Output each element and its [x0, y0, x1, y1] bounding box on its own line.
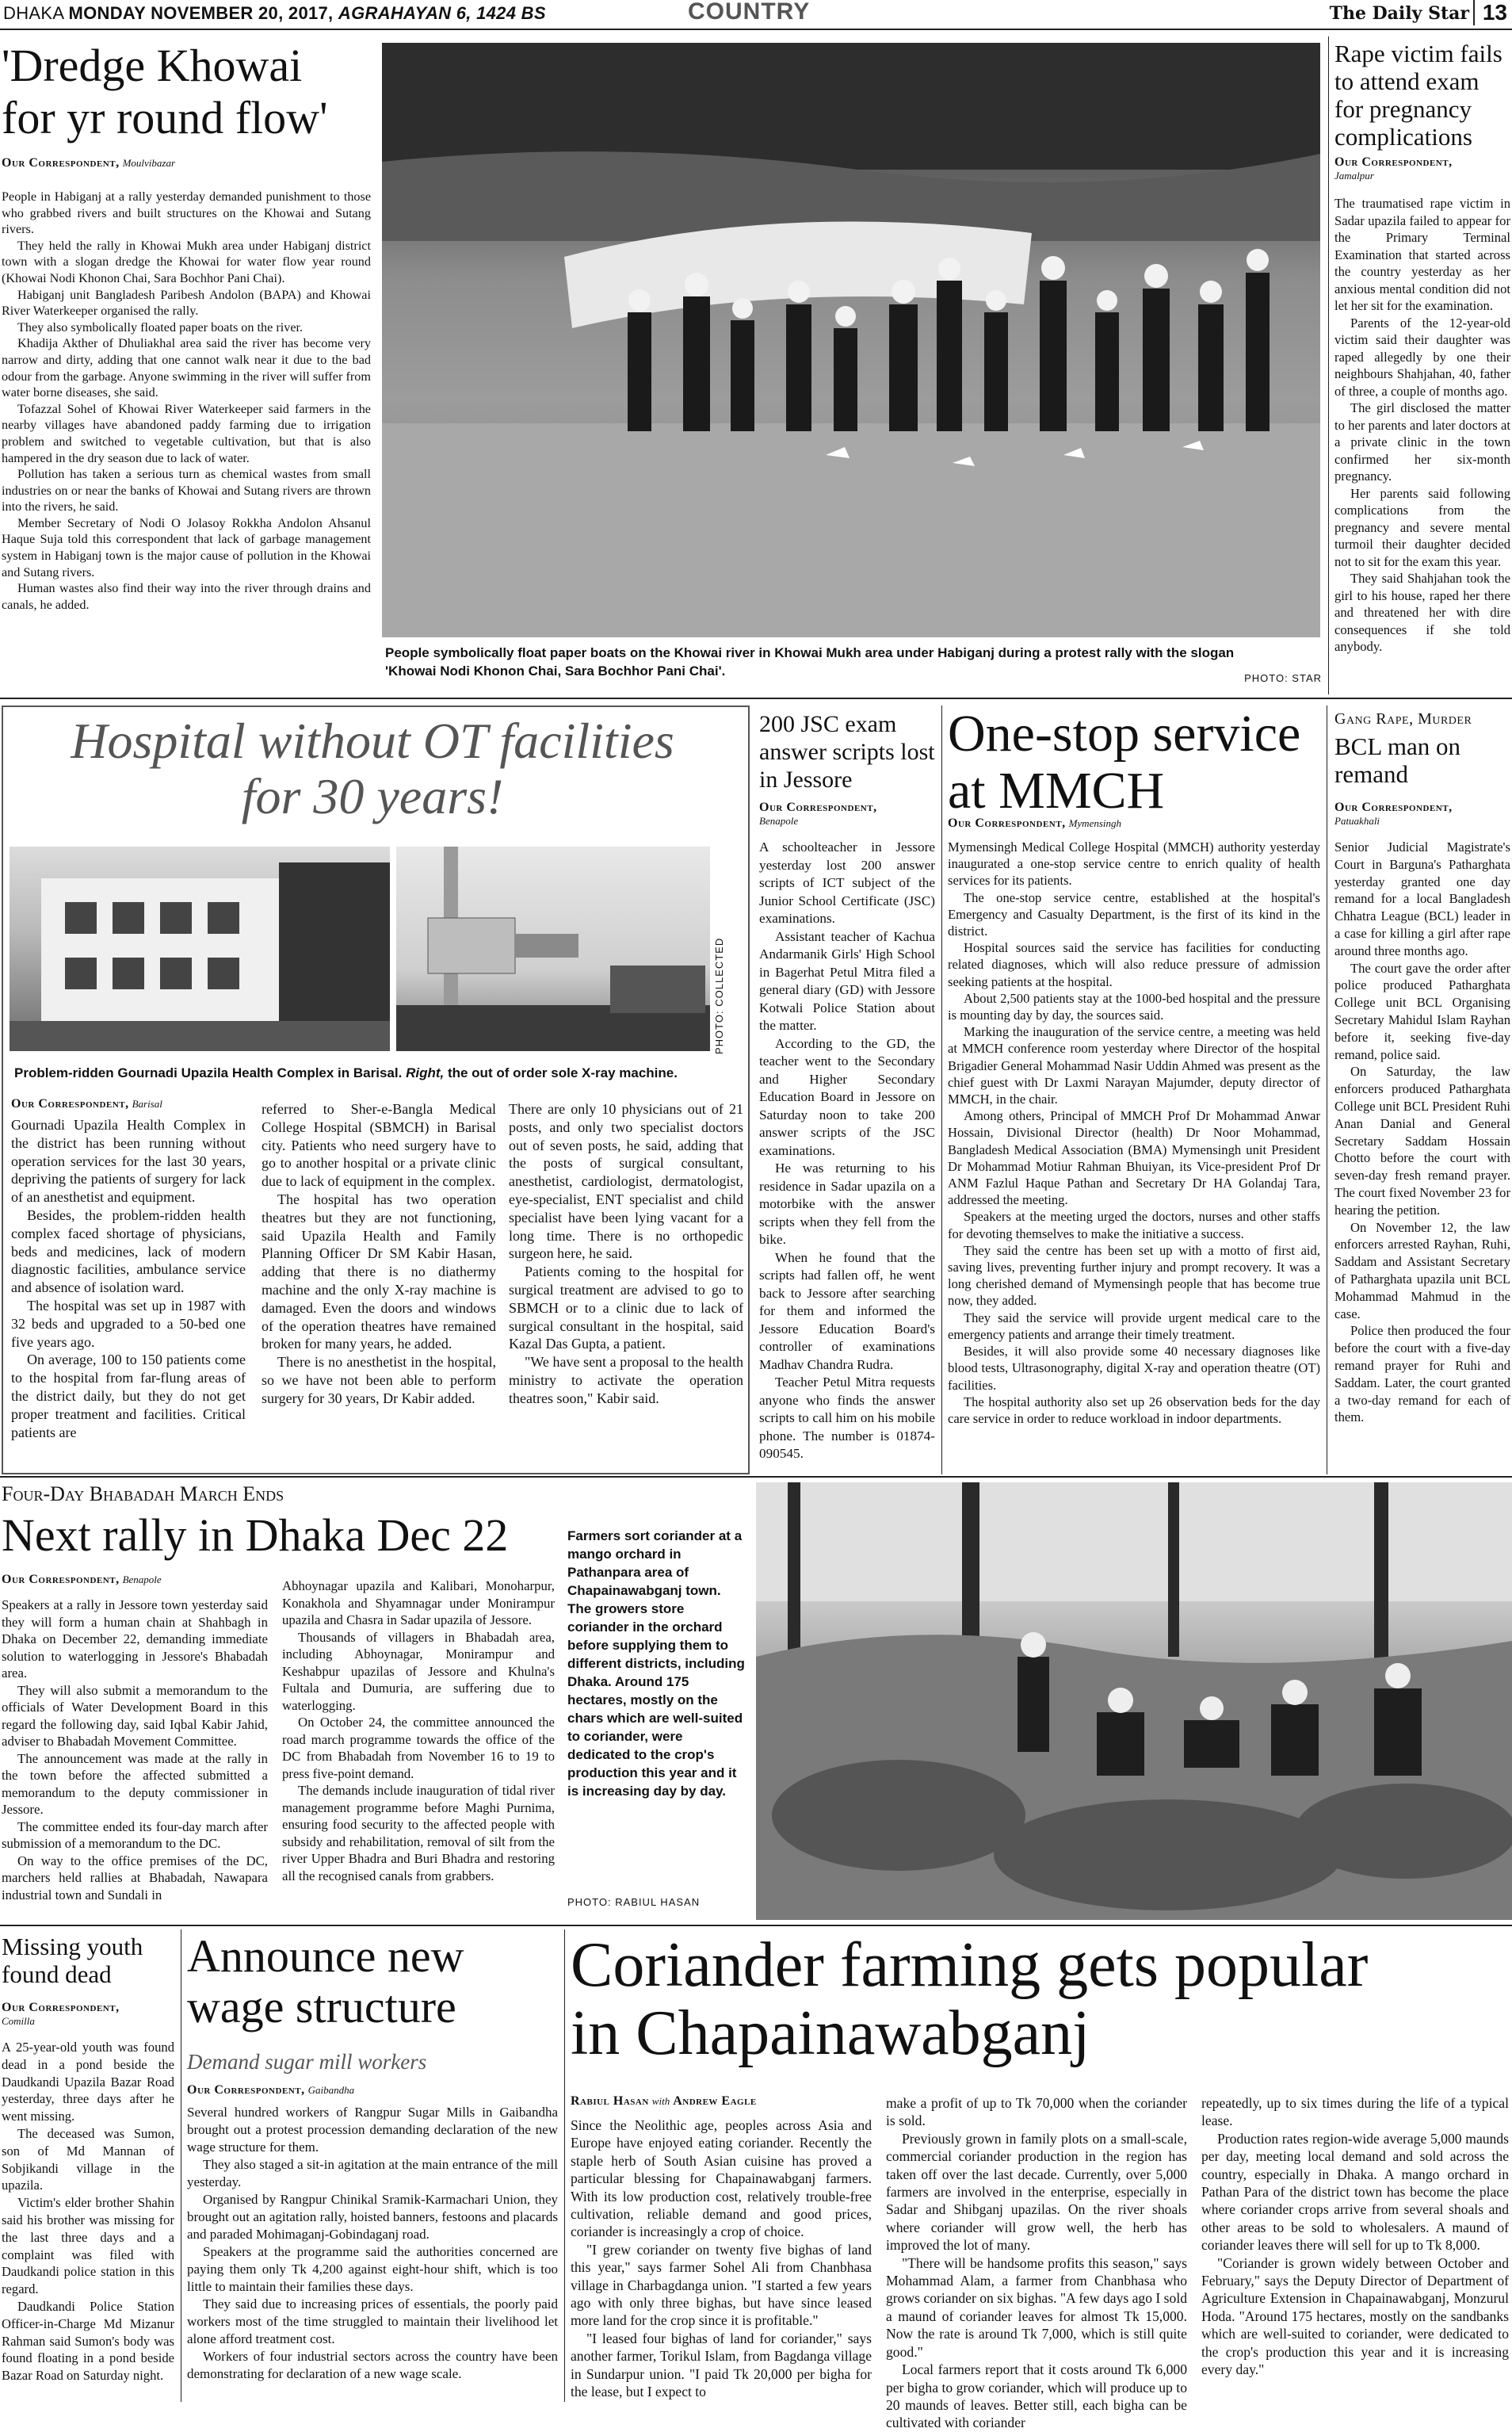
paragraph: On way to the office premises of the DC, marchers held rallies at Bhabadah, Nawapara industrial town and Sundali in [2, 1853, 268, 1902]
paragraph: Habiganj unit Bangladesh Paribesh Andolon (BAPA) and Khowai River Waterkeeper organised the rally. [2, 287, 371, 319]
rally-kicker [2, 1482, 556, 1511]
paragraph: Daudkandi Police Station Officer-in-Charge Md Mizanur Rahman said Sumon's body was found floating in a pond beside Bazar Road on Saturday night. [2, 2298, 174, 2384]
location: Comilla [2, 2015, 35, 2027]
khowai-photo-credit: PHOTO: STAR [1244, 672, 1322, 684]
hospital-headline [8, 713, 737, 832]
headline-line: 'Dredge Khowai [2, 40, 303, 91]
paragraph: Gournadi Upazila Health Complex in the district has been running without operation services for the last 30 years, depriving the patients of surgery for lack of an anesthetist and equipment. [11, 1117, 246, 1206]
paragraph: Several hundred workers of Rangpur Sugar Mills in Gaibandha brought out a protest procession demanding declaration of the new wage structure for them. [187, 2105, 558, 2155]
paragraph: Speakers at a rally in Jessore town yesterday said they will form a human chain at Shahbagh in Dhaka on December 22, demanding immediate solution to waterlogging in Jessore's Bhabadah area. [2, 1597, 268, 1681]
bcl-kicker [1334, 710, 1510, 734]
coriander-photo-credit: PHOTO: RABIUL HASAN [567, 1896, 701, 1908]
location: Mymensingh [1068, 817, 1122, 829]
coriander-headline [571, 1931, 1512, 2082]
paragraph: "Coriander is grown widely between October and February," says the Deputy Director of Department of Agriculture Extension in Chapainawabganj, Monzurul Hoda. "Around 175 hectares, mostly on the sandbanks which are well-suited to coriander, were dedicated to the crop's production this year and it is increasing every day." [1201, 2254, 1509, 2378]
paragraph: There is no anesthetist in the hospital, so we have not been able to perform surgery for 30 years, Dr Kabir added. [262, 1354, 496, 1406]
location: Benapole [122, 1574, 162, 1585]
dateline [3, 3, 546, 24]
column-rule [564, 1929, 565, 2402]
city: DHAKA [3, 3, 64, 23]
byline: Our Correspondent, [759, 801, 877, 814]
page-header [0, 0, 1512, 30]
byline-with: with [651, 2095, 670, 2107]
paragraph: The hospital authority also set up 26 observation beds for the day care service in order to reduce workload in indoor departments. [948, 1394, 1320, 1426]
location: Gaibandha [307, 2084, 355, 2096]
headline-line: for 30 years! [241, 768, 504, 824]
headline-line: Announce new [187, 1930, 464, 1982]
paragraph: Besides, it will also provide some 40 necessary diagnoses like blood tests, Ultrasonography, digital X-ray and operation theatre (OT) facilities. [948, 1344, 1320, 1393]
paragraph: Pollution has taken a serious turn as chemical wastes from small industries on or near the banks of Khowai and Sutang rivers are thrown into the rivers, he said. [2, 467, 371, 514]
paragraph: There are only 10 physicians out of 21 posts, and only two specialist doctors out of seven posts, he said, adding that the posts of surgical consultant, anesthetist, cardiologist, dermatologist, eye-specialist, ENT specialist and child specialist have been lying vacant for a long time. There is no orthopedic surgeon here, he said. [509, 1101, 743, 1262]
headline-line: wage structure [187, 1981, 456, 2032]
kicker: Four-Day Bhabadah March Ends [2, 1482, 284, 1505]
khowai-byline [2, 156, 374, 174]
paragraph: The hospital was set up in 1987 with 32 beds and upgraded to a 50-bed one five years ago. [11, 1297, 246, 1350]
kicker: Gang Rape, Murder [1334, 710, 1472, 728]
rally-illustration [382, 43, 1320, 637]
hospital-col-1 [11, 1116, 246, 1470]
headline-line: Hospital without OT facilities [71, 713, 674, 769]
hospital-building-photo [10, 847, 390, 1051]
paragraph: They held the rally in Khowai Mukh area under Habiganj district town with a slogan dredge the Khowai for water flow year round (Khowai Nodi Khonon Chai, Sara Bochhor Pani Chai). [2, 238, 371, 285]
headline-line: One-stop service [948, 705, 1301, 763]
paragraph: The deceased was Sumon, son of Md Mannan of Sobjikandi village in the upazila. [2, 2125, 174, 2193]
paragraph: referred to Sher-e-Bangla Medical College Hospital (SBMCH) in Barisal city. Patients who need surgery have to go to another hospital or a private clinic due to lack of equipment in the complex. [262, 1101, 496, 1190]
page-number: 13 [1473, 0, 1507, 25]
wage-subhead: Demand sugar mill workers [187, 2050, 427, 2074]
location: Moulvibazar [122, 157, 176, 169]
horizontal-rule [0, 698, 1512, 699]
coriander-byline [571, 2094, 872, 2112]
jsc-headline [759, 710, 935, 797]
column-rule [1328, 36, 1329, 694]
paragraph: Previously grown in family plots on a small-scale, commercial coriander production in the region has taken off over the last decade. Currently, over 5,000 farmers are involved in the enterprise, especially in Sadar and Shibganj upazilas. On the river shoals where coriander will grow well, the herb has improved the lot of many. [886, 2130, 1187, 2254]
paragraph: The girl disclosed the matter to her parents and later doctors at a private clinic in the town confirmed her six-month pregnancy. [1334, 400, 1510, 484]
paragraph: make a profit of up to Tk 70,000 when the coriander is sold. [886, 2095, 1187, 2129]
khowai-caption: People symbolically float paper boats on the Khowai river in Khowai Mukh area under Habiganj during a protest rally with the slogan 'Khowai Nodi Khonon Chai, Sara Bochhor Pani Chai'. [385, 645, 1235, 679]
paragraph: Assistant teacher of Kachua Andarmanik Girls' High School in Bagerhat Petul Mitra filed a general diary (GD) with Jessore Kotwali Police Station about the matter. [759, 928, 935, 1033]
caption-tail: the out of order sole X-ray machine. [447, 1065, 678, 1080]
headline-line: at MMCH [948, 762, 1165, 820]
missing-body [2, 2039, 174, 2402]
headline: 200 JSC exam answer scripts lost in Jessore [759, 711, 935, 793]
paragraph: On October 24, the committee announced the road march programme towards the office of the DC from Bhabadah from November 16 to 19 to press five-point demand. [282, 1715, 555, 1781]
byline: Our Correspondent, [187, 2083, 305, 2097]
rape-byline [1334, 155, 1510, 187]
hospital-byline [11, 1097, 249, 1115]
hospital-caption [14, 1064, 735, 1083]
coriander-col-3 [1201, 2094, 1509, 2402]
caption-main: Problem-ridden Gournadi Upazila Health Complex in Barisal. [14, 1065, 403, 1080]
paragraph: The traumatised rape victim in Sadar upazila failed to appear for the Primary Terminal Examination that started across the country yesterday as her anxious mental condition did not let her sit for the examination. [1334, 196, 1510, 313]
section-name: COUNTRY [680, 0, 818, 25]
paragraph: "I grew coriander on twenty five bighas of land this year," says farmer Sohel Ali from Chanbhasa village in Charbagdanga union. "I started a few years ago with only three bighas, but have since leased more land for the crop since it is profitable." [571, 2241, 872, 2329]
byline: Our Correspondent, [1334, 801, 1453, 814]
xray-illustration [396, 847, 710, 1051]
wage-byline [187, 2083, 559, 2101]
rally-col-2 [282, 1577, 555, 1922]
byline-author: Rabiul Hasan [571, 2094, 649, 2108]
rally-col-1 [2, 1596, 268, 1922]
paragraph: The demands include inauguration of tidal river management programme before Maghi Purnima, ensuring food security to the affected people with subsidy and rehabilitation, removal of silt from the river Upper Bhadra and Buri Bhadra and restoring all the recognised canals from grabbers. [282, 1783, 555, 1883]
paragraph: "We have sent a proposal to the health ministry to activate the operation theatres soon," Kabir said. [509, 1354, 743, 1406]
khowai-headline [2, 40, 374, 166]
mmch-headline [948, 705, 1328, 820]
paragraph: They said the centre has been set up with a motto of first aid, saving lives, preventing further injury and prompt recovery. It was a long cherished demand of Mymensingh people that has become true now, they added. [948, 1242, 1320, 1309]
hospital-photo-credit: PHOTO: COLLECTED [713, 937, 725, 1054]
coriander-col-2 [886, 2094, 1188, 2431]
paragraph: He was returning to his residence in Sadar upazila on a motorbike with the answer scripts when they fell from the bike. [759, 1161, 935, 1247]
paragraph: They said Shahjahan took the girl to his house, raped her there and threatened her with dire consequences if she told anybody. [1334, 571, 1510, 654]
paragraph: Organised by Rangpur Chinikal Sramik-Karmachari Union, they brought out an agitation rally, hoisted banners, festoons and placards and paraded Mohimaganj-Gobindaganj road. [187, 2192, 558, 2242]
mmch-byline [948, 816, 1328, 834]
paragraph: The court gave the order after police produced Patharghata College unit BCL Organising Secretary Mahidul Islam Rayhan before it, seeking five-day remand, police said. [1334, 960, 1510, 1062]
paragraph: "I leased four bighas of land for coriander," says another farmer, Torikul Islam, from Bagdanga village in Sundarpur union. "I paid Tk 20,000 per bigha for the lease, but I expect to [571, 2330, 872, 2400]
paragraph: Parents of the 12-year-old victim said their daughter was raped allegedly by one their neighbours Shahjahan, 40, father of three, a couple of months ago. [1334, 315, 1510, 399]
paragraph: The hospital has two operation theatres but they are not functioning, said Upazila Health and Family Planning Officer Dr SM Kabir Hasan, adding that there is no diathermy machine and the only X-ray machine is damaged. Even the doors and windows of the operation theatres have remained broken for many years, he added. [262, 1191, 496, 1352]
paragraph: Since the Neolithic age, peoples across Asia and Europe have enjoyed eating coriander. Recently the staple herb of South Asian cuisine has proved a particular blessing for Chapainawabganj farmers. With its low production cost, relatively trouble-free cultivation, reliable demand and good prices, coriander is increasingly a crop of choice. [571, 2117, 872, 2240]
paragraph: "There will be handsome profits this season," says Mohammad Alam, a farmer from Chanbhasa who grows coriander on six bighas. "A few days ago I sold a maund of coriander leaves for almost Tk 15,000. Now the rate is around Tk 7,000, which is still quite good." [886, 2254, 1188, 2360]
location: Patuakhali [1334, 815, 1380, 827]
paragraph: Teacher Petul Mitra requests anyone who finds the answer scripts to call him on his mobile phone. The number is 01874-090545. [759, 1375, 935, 1461]
location: Barisal [132, 1098, 162, 1110]
paragraph: Her parents said following complications from the pregnancy and severe mental turmoil their daughter decided not to sit for the exam this year. [1334, 485, 1510, 569]
location: Benapole [759, 815, 799, 827]
jsc-body [759, 839, 935, 1473]
rally-byline [2, 1573, 271, 1590]
paragraph: Tofazzal Sohel of Khowai River Waterkeeper said farmers in the nearby villages have abandoned paddy farming due to irrigation problem and switched to vegetable cultivation, but that is also hampered in the dry season due to lack of water. [2, 401, 371, 465]
mmch-body [948, 839, 1320, 1473]
horizontal-rule [0, 1476, 1512, 1478]
paragraph: The announcement was made at the rally in the town before the affected submitted a memorandum to the deputy commissioner in Jessore. [2, 1750, 268, 1817]
byline-author: Andrew Eagle [673, 2094, 757, 2108]
paragraph: People in Habiganj at a rally yesterday demanded punishment to those who grabbed rivers and built structures on the Khowai and Sutang rivers. [2, 189, 371, 237]
byline: Our Correspondent, [2, 156, 120, 170]
paragraph: They said due to increasing prices of essentials, the poorly paid workers most of the time struggled to maintain their livelihood let alone afford treatment cost. [187, 2296, 558, 2346]
paragraph: On November 12, the law enforcers arrested Rayhan, Ruhi, Saddam and Assistant Secretary of Patharghata upazila unit BCL Mohammad Mahmud in the case. [1334, 1219, 1510, 1321]
paragraph: Production rates region-wide average 5,000 maunds per day, meeting local demand and sold across the country, especially in Dhaka. A mango orchard in Pathan Para of the district town has become the place where coriander crops arrive from several shoals and other areas to be sold to wholesalers. A maund of coriander leaves there will sell for up to Tk 8,000. [1201, 2130, 1509, 2254]
masthead-logo: The Daily Star [1329, 3, 1469, 24]
coriander-photo-caption: Farmers sort coriander at a mango orchard in Pathanpara area of Chapainawabganj town. The growers store coriander in the orchard before supplying them to different districts, including Dhaka. Around 175 hectares, mostly on the chars which are well-suited to coriander, were dedicated to the crop's production this year and it is increasing day by day. [567, 1528, 745, 1799]
paragraph: When he found that the scripts had fallen off, he went back to Jessore after searching for them and informed the Jessore Education Board's controller of examinations Madhav Chandra Rudra. [759, 1249, 935, 1372]
paragraph: Marking the inauguration of the service centre, a meeting was held at MMCH conference room yesterday where Director of the hospital Brigadier General Mohammad Nasir Uddin Ahmed was present as the chief guest with Dr Laxmi Narayan Majumder, deputy director of MMCH, in the chair. [948, 1024, 1320, 1107]
byline: Our Correspondent, [948, 816, 1066, 830]
paragraph: Khadija Akther of Dhuliakhal area said the river has become very narrow and dirty, adding that one cannot walk near it due to the bad odour from the garbage. Anyone swimming in the river will suffer from water borne diseases, she said. [2, 336, 371, 400]
paragraph: A 25-year-old youth was found dead in a pond beside the Daudkandi Upazila Bazar Road yesterday, three days after he went missing. [2, 2040, 174, 2124]
horizontal-rule [0, 1925, 1512, 1926]
coriander-illustration [756, 1482, 1512, 1920]
bcl-byline [1334, 801, 1510, 832]
paragraph: Among others, Principal of MMCH Prof Dr Mohammad Anwar Hossain, Divisional Director (health) Dr Noor Mohammad, Bangladesh Medical Association (BMA) Mymensingh unit President Dr Mohammad Motiur Rahman Bhuiyan, its Vice-president Prof Dr ANM Fazlul Haque Pathan and Secretary Dr HA Golandaj Tara, addressed the meeting. [948, 1108, 1320, 1208]
paragraph: They will also submit a memorandum to the officials of Water Development Board in this regard the following day, said Iqbal Kabir Jahid, adviser to Bhabadah Movement Committee. [2, 1682, 268, 1749]
coriander-col-1 [571, 2117, 872, 2402]
paragraph: They also staged a sit-in agitation at the main entrance of the mill yesterday. [187, 2157, 558, 2189]
location: Jamalpur [1334, 170, 1374, 182]
building-illustration [10, 847, 390, 1051]
headline-line: Coriander farming gets popular [571, 1930, 1369, 2000]
missing-headline [2, 1933, 176, 1999]
headline: Next rally in Dhaka Dec 22 [2, 1509, 509, 1561]
wage-body [187, 2104, 558, 2402]
caption-right: Right, [406, 1065, 445, 1080]
date: MONDAY NOVEMBER 20, 2017, [68, 3, 334, 23]
hospital-col-3 [509, 1100, 743, 1470]
paragraph: repeatedly, up to six times during the life of a typical lease. [1201, 2095, 1509, 2129]
paragraph: On average, 100 to 150 patients come to the hospital from far-flung areas of the district daily, but they do not get proper treatment and facilities. Critical patients are [11, 1352, 246, 1440]
paragraph: A schoolteacher in Jessore yesterday lost 200 answer scripts of ICT subject of the Junior School Certificate (JSC) examinations. [759, 839, 935, 926]
paragraph: They said the service will provide urgent medical care to the emergency patients and arrange their timely treatment. [948, 1310, 1320, 1342]
xray-machine-photo [396, 847, 710, 1051]
jsc-byline [759, 801, 935, 832]
rape-body [1334, 195, 1510, 690]
paragraph: Police then produced the four before the court with a five-day remand prayer for Ruhi and Saddam. Later, the court granted a two-day remand for each of them. [1334, 1323, 1510, 1425]
headline-line: in Chapainawabganj [571, 1998, 1090, 2068]
bangla-date: AGRAHAYAN 6, 1424 BS [338, 3, 546, 23]
paragraph: Besides, the problem-ridden health complex faced shortage of physicians, beds and medicines, lack of modern diagnostic facilities, ambulance service and absence of isolation ward. [11, 1206, 246, 1296]
paragraph: Human wastes also find their way into the river through drains and canals, he added. [2, 581, 371, 612]
hospital-col-2 [262, 1100, 496, 1470]
bcl-body [1334, 839, 1510, 1473]
paragraph: Victim's elder brother Shahin said his brother was missing for the last three days and a complaint was filed with Daudkandi police station in this regard. [2, 2195, 174, 2297]
headline: Rape victim fails to attend exam for pregnancy complications [1334, 40, 1502, 151]
byline: Our Correspondent, [1334, 155, 1453, 169]
missing-byline [2, 2001, 176, 2032]
paragraph: Workers of four industrial sectors across the country have been demonstrating for declaration of a new wage scale. [187, 2349, 558, 2381]
byline: Our Correspondent, [11, 1097, 129, 1111]
paragraph: About 2,500 patients stay at the 1000-bed hospital and the pressure is mounting day by day, the sources said. [948, 990, 1320, 1023]
khowai-photo [382, 43, 1320, 637]
coriander-photo [756, 1482, 1512, 1920]
paragraph: Patients coming to the hospital for surgical treatment are advised to go to SBMCH or to a clinic due to lack of surgical consultant in the hospital, said Kazal Das Gupta, a patient. [509, 1264, 743, 1352]
paragraph: Speakers at the meeting urged the doctors, nurses and other staffs for devoting themselves to make the initiative a success. [948, 1209, 1320, 1241]
headline-line: for yr round flow' [2, 92, 328, 143]
paragraph: On Saturday, the law enforcers produced Patharghata College unit BCL President Ruhi Anan Danial and General Secretary Saddam Hossain Chotto before the court with seven-day fresh remand prayer. The court fixed November 23 for hearing the petition. [1334, 1064, 1510, 1218]
paragraph: Thousands of villagers in Bhabadah area, including Abhoynagar, Monirampur and Keshabpur upazilas of Jessore and Khulna's Fultala and Dumuria, are suffering due to waterlogging. [282, 1629, 555, 1713]
paragraph: According to the GD, the teacher went to the Secondary and Higher Secondary Education Board in Jessore on Saturday noon to take 200 answer scripts of the JSC examinations. [759, 1035, 935, 1158]
paragraph: Abhoynagar upazila and Kalibari, Monoharpur, Konakhola and Shyamnagar under Monirampur upazila and Chasra in Sadar upazila of Jessore. [282, 1578, 555, 1627]
wage-headline [187, 1931, 559, 2045]
khowai-body [2, 189, 371, 686]
paragraph: The committee ended its four-day march after submission of a memorandum to the DC. [2, 1818, 268, 1851]
rape-headline [1334, 40, 1510, 159]
paragraph: They also symbolically floated paper boats on the river. [17, 319, 304, 335]
headline: BCL man on remand [1334, 732, 1461, 788]
paragraph: Senior Judicial Magistrate's Court in Barguna's Patharghata yesterday granted one day remand for a local Bangladesh Chhatra League (BCL) leader in a case for killing a girl after rape around three months ago. [1334, 839, 1510, 958]
byline: Our Correspondent, [2, 2001, 120, 2014]
headline: Missing youth found dead [2, 1933, 143, 1988]
paragraph: Member Secretary of Nodi O Jolasoy Rokkha Andolon Ahsanul Haque Suja told this correspondent that lack of garbage management system in Habiganj town is the major cause of pollution in the Khowai and Sutang rivers. [2, 515, 371, 579]
byline: Our Correspondent, [2, 1573, 120, 1586]
rally-headline [2, 1509, 556, 1570]
column-rule [941, 706, 942, 1474]
bcl-headline [1334, 732, 1510, 797]
paragraph: The one-stop service centre, established at the hospital's Emergency and Casualty Department, is the first of its kind in the district. [948, 889, 1320, 939]
paragraph: Speakers at the programme said the authorities concerned are paying them only Tk 4,200 against eight-hour shift, which is too little to maintain their families these days. [187, 2244, 558, 2294]
paragraph: Hospital sources said the service has facilities for conducting related diagnoses, which will also reduce pressure of admission seeking patients at the hospital. [948, 940, 1320, 989]
paragraph: Local farmers report that it costs around Tk 6,000 per bigha to grow coriander, which will produce up to 20 maunds of leaves. Better still, each bigha can be cultivated with coriander [886, 2361, 1187, 2431]
paragraph: Mymensingh Medical College Hospital (MMCH) authority yesterday inaugurated a one-stop service centre to enrich quality of health services for its patients. [948, 839, 1320, 889]
